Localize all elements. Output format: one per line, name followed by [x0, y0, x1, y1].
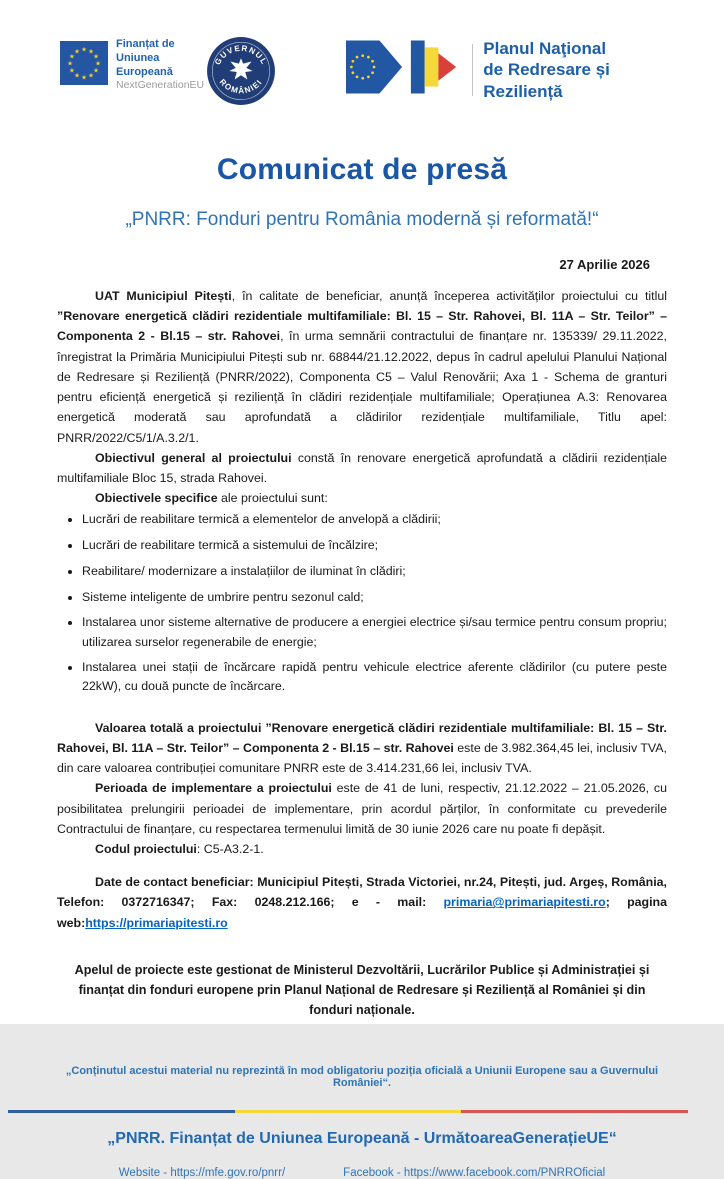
beneficiary-name: UAT Municipiul Pitești — [95, 289, 232, 303]
total-value-label: Valoarea totală a proiectului ”Renovare energetică clădiri rezidentiale multifamiliale: Bl. 15 – Str. Rahovei, Bl. 11A – Str. Teilor” – Componenta 2 - Bl.15 – str. Rahovei — [57, 720, 667, 755]
svg-text:★: ★ — [68, 66, 75, 75]
intro-text-1: , în calitate de beneficiar, anunță începerea activităților proiectului cu titlul — [231, 289, 667, 303]
implementation-period-text: este de 41 de luni, respectiv, 21.12.2022 – 21.05.2026, cu posibilitatea prelungirii perioadei de implementare, prin acordul părților, în conformitate cu prevederile Contractului de finanțare, cu respectarea termenului limită de 30 iunie 2026 care nu poate fi depășit. — [57, 781, 667, 836]
pnrr-logo-divider — [472, 44, 473, 96]
eu-flag-icon — [60, 41, 108, 90]
implementation-period-label: Perioada de implementare a proiectului — [95, 781, 332, 796]
project-code-value: : C5-A3.2-1. — [196, 841, 264, 856]
date: 27 Aprilie 2026 — [559, 257, 650, 272]
intro-text-2: , în urma semnării contractului de finanțare nr. 135339/ 29.11.2022, înregistrat la Primăria Municipiului Pitești sub nr. 68844/21.12.2022, depus în cadrul apelului Planului Național de Redresare și Reziliență (PNRR/2022), Componenta C5 – Valul Renovării; Axa 1 - Schema de granturi pentru eficiență energetică și reziliență în clădiri rezidențiale multifamiliale; Operațiunea A.3: Renovarea energetică moderată sau aprofundată a clădirilor rezidențiale multifamiliale, Titlu apel: PNRR/2022/C5/1/A.3.2/1. — [57, 329, 667, 445]
list-item: • Lucrări de reabilitare termică a elementelor de anvelopă a clădirii; — [82, 510, 667, 529]
svg-text:★: ★ — [93, 52, 100, 61]
specific-objectives-text: ale proiectului sunt: — [217, 491, 328, 506]
svg-text:★: ★ — [81, 73, 87, 82]
list-item: • Reabilitare/ modernizare a instalațiilor de iluminat în clădiri; — [82, 562, 667, 581]
web-link[interactable]: https://primariapitesti.ro — [85, 915, 228, 930]
project-title: ”Renovare energetică clădiri rezidentiale multifamiliale: Bl. 15 – Str. Rahovei, Bl. 11A – Str. Teilor” – Componenta 2 - Bl.15 – str. Rahovei — [57, 309, 667, 344]
general-objective-text: constă în renovare energetică aprofundată a clădirii rezidențiale multifamiliale Bloc 15, strada Rahovei. — [57, 450, 667, 485]
objectives-list — [57, 510, 667, 696]
pnrr-slogan: „PNRR. Finanțat de Uniunea Europeană - UrmătoareaGenerațieUE“ — [107, 1130, 617, 1148]
disclaimer: „Conținutul acestui material nu reprezintă în mod obligatoriu poziția oficială a Uniunii Europene sau a Guvernului României“. — [65, 1065, 659, 1090]
guvernul-romaniei-seal-icon — [206, 36, 276, 111]
pnrr-logo-line2: de Redresare și Reziliență — [483, 60, 610, 101]
list-item: • Instalarea unei stații de încărcare rapidă pentru vehicule electrice aferente clădirilor (cu putere peste 22kW), cu două puncte de încărcare. — [82, 658, 667, 696]
svg-text:★: ★ — [67, 59, 73, 68]
svg-text:★: ★ — [88, 71, 94, 80]
paragraph-specific-objectives — [57, 488, 667, 508]
flag-yellow-segment — [235, 1110, 462, 1113]
pnrr-arrows-icon — [346, 39, 462, 100]
page-subtitle: „PNRR: Fonduri pentru România modernă și reformată!“ — [125, 209, 599, 230]
footer-links — [0, 1167, 724, 1179]
svg-text:★: ★ — [88, 47, 94, 56]
project-code-label: Codul proiectului — [95, 841, 197, 856]
list-item: • Sisteme inteligente de umbrire pentru sezonul cald; — [82, 588, 667, 607]
header — [0, 0, 724, 111]
flag-blue-segment — [8, 1110, 235, 1113]
list-item: • Lucrări de reabilitare termică a sistemului de încălzire; — [82, 536, 667, 555]
pnrr-logo-line1: Planul Naţional — [483, 39, 607, 58]
paragraph-implementation-period — [57, 778, 667, 839]
eu-funded-logo — [60, 38, 206, 92]
paragraph-project-code — [57, 839, 667, 859]
svg-text:★: ★ — [74, 47, 80, 56]
eu-logo-text — [116, 38, 206, 92]
paragraph-general-objective — [57, 448, 667, 488]
pnrr-logo-text — [483, 38, 666, 102]
eu-logo-line2: Uniunea Europeană — [116, 51, 173, 78]
document-body — [0, 286, 724, 1089]
paragraph-contact — [57, 872, 667, 933]
facebook-link[interactable]: Facebook - https://www.facebook.com/PNRROficial — [343, 1167, 606, 1179]
eu-logo-line1: Finanțat de — [116, 38, 175, 50]
eu-logo-line3: NextGenerationEU — [116, 79, 205, 92]
svg-text:★: ★ — [74, 71, 80, 80]
svg-text:★: ★ — [95, 59, 101, 68]
svg-text:★: ★ — [68, 52, 75, 61]
svg-text:GUVERNUL: GUVERNUL — [213, 43, 270, 67]
contact-text-1: Date de contact beneficiar: Municipiul Pitești, Strada Victoriei, nr.24, Pitești, jud. Argeș, România, Telefon: 0372716347; Fax: 0248.212.166; e - mail: — [57, 875, 667, 910]
general-objective-label: Obiectivul general al proiectului — [95, 450, 292, 465]
page-title: Comunicat de presă — [216, 153, 508, 186]
svg-text:★: ★ — [81, 45, 87, 54]
contact-text-2: ; pagina web: — [57, 895, 668, 930]
tricolor-rule — [8, 1110, 688, 1113]
list-item: • Instalarea unor sisteme alternative de producere a energiei electrice și/sau termice pentru consum propriu; utilizarea surselor regenerabile de energie; — [82, 613, 667, 651]
paragraph-intro — [57, 286, 667, 448]
pnrr-logo — [346, 38, 666, 102]
svg-text:ROMÂNIEI: ROMÂNIEI — [218, 77, 265, 96]
email-link[interactable]: primaria@primariapitesti.ro — [443, 895, 606, 910]
svg-text:★: ★ — [93, 66, 100, 75]
website-link[interactable]: Website - https://mfe.gov.ro/pnrr/ — [118, 1167, 286, 1179]
specific-objectives-label: Obiectivele specifice — [95, 491, 218, 506]
total-value-text: este de 3.982.364,45 lei, inclusiv TVA, din care valoarea contribuției comunitare PNRR este de 3.414.231,66 lei, inclusiv TVA. — [57, 740, 667, 776]
paragraph-managing-authority: Apelul de proiecte este gestionat de Ministerul Dezvoltării, Lucrărilor Publice și Administrației și finanțat din fonduri europene prin Planul Național de Redresare și Reziliență al României și din fonduri naționale. — [74, 962, 650, 1018]
flag-red-segment — [461, 1110, 688, 1113]
paragraph-total-value — [57, 718, 667, 779]
